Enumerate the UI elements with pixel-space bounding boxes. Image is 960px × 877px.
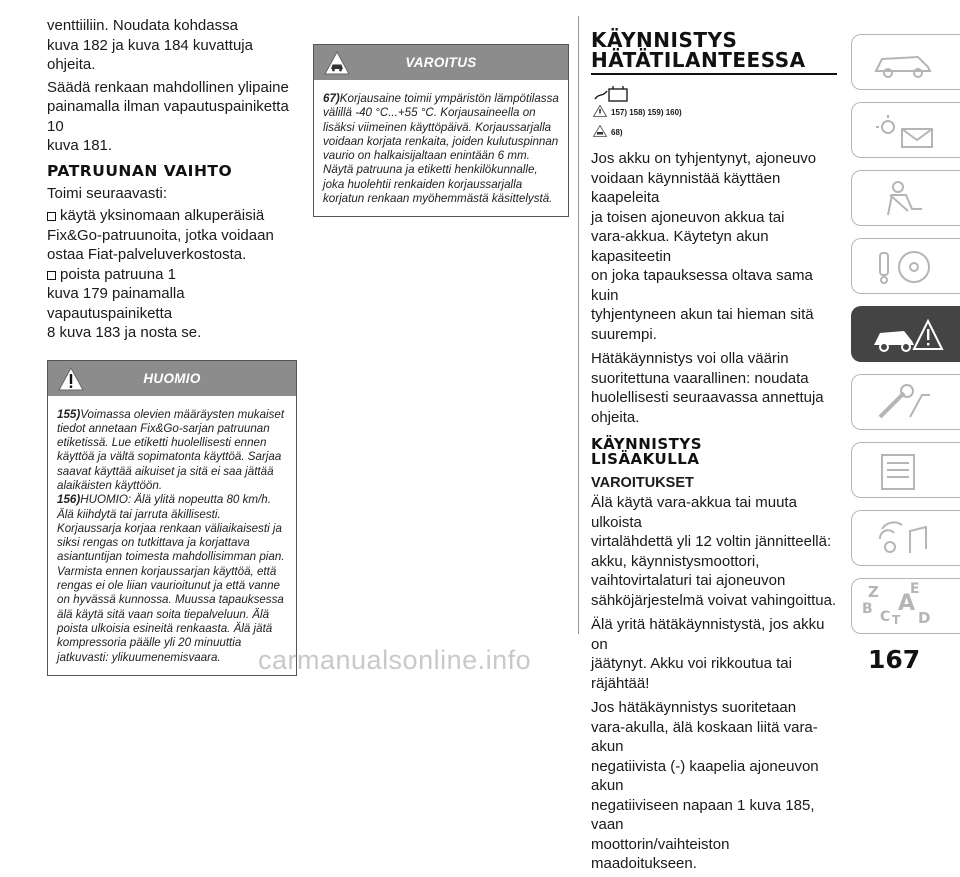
index-letter: A: [898, 591, 916, 616]
text-line: jäätynyt. Akku voi rikkoutua tai räjähtää!: [591, 655, 792, 692]
notice-body: [314, 80, 568, 216]
text-line: kuva 179 painamalla vapautuspainiketta: [47, 285, 185, 322]
text-line: vara-akulla, älä koskaan liitä vara-akun: [591, 718, 818, 755]
chapter-title: [591, 30, 837, 75]
text-line: negatiivista (-) kaapelia ajoneuvon akun: [591, 757, 819, 794]
column-middle: [313, 44, 569, 217]
text-line: 8 kuva 183 ja nosta se.: [47, 324, 202, 341]
subsection-title: [591, 437, 837, 467]
text-line: kuva 182 ja kuva 184 kuvattuja ohjeita.: [47, 36, 253, 73]
title-line: LISÄAKULLA: [591, 450, 700, 468]
multimedia-icon: [870, 519, 940, 559]
technical-data-icon: [870, 451, 940, 491]
lead-text: Toimi seuraavasti:: [47, 184, 168, 202]
section-title: PATRUUNAN VAIHTO: [47, 161, 233, 180]
huomio-notice-box: [47, 360, 297, 676]
dashboard-lights-icon: [870, 111, 940, 151]
index-letter: D: [918, 609, 931, 627]
paragraph: [591, 493, 837, 610]
index-letter: Z: [868, 583, 879, 601]
text-line: poista patruuna 1: [60, 265, 176, 283]
tab-start-drive[interactable]: [851, 238, 960, 294]
environment-refs: [591, 125, 837, 139]
index-letter: B: [862, 601, 873, 617]
text-line: ja toisen ajoneuvon akkua tai: [591, 208, 785, 226]
tab-car-info[interactable]: [851, 34, 960, 90]
note-text: HUOMIO: Älä ylitä nopeutta 80 km/h. Älä kiihdytä tai jarruta äkillisesti. Korjaussarja korjaa renkaan väliaikaisesti ja siksi rengas on tutkittava ja korjattava asiantuntijan toimesta mahdollisimman pian. Varmista ennen korjaussarjan käyttöä, että rengas ei ole liian vaurioitunut ja että vanne on hyvässä kunnossa. Muussa tapauksessa älä käytä sitä vaan soita tiepalveluun. Älä poista ulkoisia esineitä renkaasta. Älä jätä kompressoria päälle yli 20 minuuttia jatkuvasti: ylikuumenemisvaara.: [57, 493, 285, 664]
text-line: ohjeita.: [591, 408, 640, 426]
text-line: kuva 181.: [47, 137, 113, 154]
warnings-heading: VAROITUKSET: [591, 475, 694, 491]
bullet-item: [47, 206, 297, 265]
text-line: vaihtovirtalaturi tai ajoneuvon: [591, 572, 786, 589]
index-letter: E: [910, 581, 920, 597]
column-left: [47, 16, 297, 676]
text-line: huolellisesti seuraavassa annettuja: [591, 389, 824, 406]
text-line: voidaan käynnistää käyttäen kaapeleita: [591, 169, 781, 206]
text-line: vara-akkua. Käytetyn akun kapasiteetin: [591, 228, 769, 265]
ref-numbers: 157) 158) 159) 160): [611, 108, 682, 117]
tab-maintenance[interactable]: [851, 374, 960, 430]
text-line: negatiiviseen napaan 1 kuva 185, vaan: [591, 796, 815, 833]
text-line: virtalähdettä yli 12 voltin jännitteellä:: [591, 533, 832, 550]
tab-technical-data[interactable]: [851, 442, 960, 498]
title-line: KÄYNNISTYS: [591, 435, 703, 453]
notice-label: HUOMIO: [143, 370, 201, 386]
alphabetical-index-icon: [862, 581, 942, 631]
title-line: HÄTÄTILANTEESSA: [591, 48, 806, 72]
text-line: tyhjentyneen akun tai hieman sitä: [591, 306, 814, 323]
text-line: suoritettuna vaarallinen: noudata: [591, 369, 809, 387]
notice-label: VAROITUS: [405, 55, 477, 70]
small-warning-icon: [593, 105, 607, 117]
watermark: carmanualsonline.info: [258, 645, 532, 675]
car-emergency-icon: [870, 315, 944, 357]
bullet-item: [47, 265, 297, 343]
text-line: venttiiliin. Noudata kohdassa: [47, 17, 238, 34]
title-line: KÄYNNISTYS: [591, 28, 738, 52]
pressure-paragraph: [47, 78, 297, 156]
text-line: moottorin/vaihteiston maadoitukseen.: [591, 835, 730, 872]
text-line: painamalla ilman vapautuspainiketta 10: [47, 98, 289, 135]
tab-multimedia[interactable]: [851, 510, 960, 566]
notice-body: [48, 396, 296, 675]
tab-safety[interactable]: [851, 170, 960, 226]
key-steering-wheel-icon: [870, 247, 940, 287]
small-environment-icon: [593, 125, 607, 137]
seatbelt-safety-icon: [870, 179, 940, 219]
car-info-icon: [870, 43, 940, 83]
notice-header: [48, 361, 296, 396]
paragraph: [591, 615, 837, 693]
paragraph: [591, 698, 837, 874]
text-line: Jos hätäkäynnistys suoritetaan: [591, 699, 797, 716]
text-line: suurempi.: [591, 325, 657, 343]
text-line: Älä käytä vara-akkua tai muuta ulkoista: [591, 494, 797, 531]
text-line: Älä yritä hätäkäynnistystä, jos akku on: [591, 616, 825, 653]
maintenance-wrench-icon: [870, 383, 940, 423]
note-text: Korjausaine toimii ympäristön lämpötilassa välillä -40 °C...+55 °C. Korjausaineella on lisäksi viimeinen käyttöpäivä. Korjaussarjalla voidaan korjata renkaita, joiden kulutuspinnan vaurio on halkaisijaltaan enintään 6 mm. Näytä patruuna ja etiketti henkilökunnalle, joka huolehtii renkaiden korjaussarjalla korjatun renkaan myöhemmästä käsittelystä.: [323, 92, 559, 206]
tab-emergency[interactable]: [851, 306, 960, 362]
warning-refs: [591, 105, 837, 119]
varoitus-notice-box: [313, 44, 569, 217]
tab-index[interactable]: [851, 578, 960, 634]
paragraph: [591, 349, 837, 427]
note-number: 67): [323, 92, 340, 105]
text-line: akku, käynnistysmoottori,: [591, 552, 760, 570]
note-text: Voimassa olevien määräysten mukaiset tiedot annetaan Fix&Go-sarjan patruunan etiketissä. Lue etiketti huolellisesti ennen käyttöä ja vältä sopimatonta käyttöä. Sarjaa saavat käyttää aikuiset ja sitä ei saa jättää alaikäisten käyttöön.: [57, 407, 285, 492]
chapter-tabs: [851, 34, 960, 642]
text-line: sähköjärjestelmä voivat vahingoittua.: [591, 591, 837, 609]
intro-paragraph: [47, 16, 297, 75]
paragraph: [591, 149, 837, 344]
text-line: ostaa Fiat-palveluverkostosta.: [47, 246, 247, 263]
text-line: Jos akku on tyhjentynyt, ajoneuvo: [591, 150, 817, 167]
text-line: Hätäkäynnistys voi olla väärin: [591, 350, 789, 367]
note-number: 156): [57, 493, 81, 507]
index-letter: T: [892, 613, 901, 627]
tab-dashboard[interactable]: [851, 102, 960, 158]
note-number: 155): [57, 407, 81, 421]
index-letter: C: [880, 609, 891, 625]
column-right: [591, 30, 837, 877]
bullet-square-icon: [47, 271, 56, 280]
bullet-square-icon: [47, 212, 56, 221]
column-divider: [578, 16, 579, 634]
notice-header: [314, 45, 568, 80]
text-line: Fix&Go-patruunoita, jotka voidaan: [47, 226, 274, 244]
battery-jump-icon: [593, 83, 629, 103]
text-line: on joka tapauksessa oltava sama kuin: [591, 267, 813, 304]
text-line: Säädä renkaan mahdollinen ylipaine: [47, 78, 289, 96]
text-line: käytä yksinomaan alkuperäisiä: [60, 207, 265, 224]
ref-numbers: 68): [611, 128, 623, 137]
page-number: 167: [868, 645, 921, 674]
